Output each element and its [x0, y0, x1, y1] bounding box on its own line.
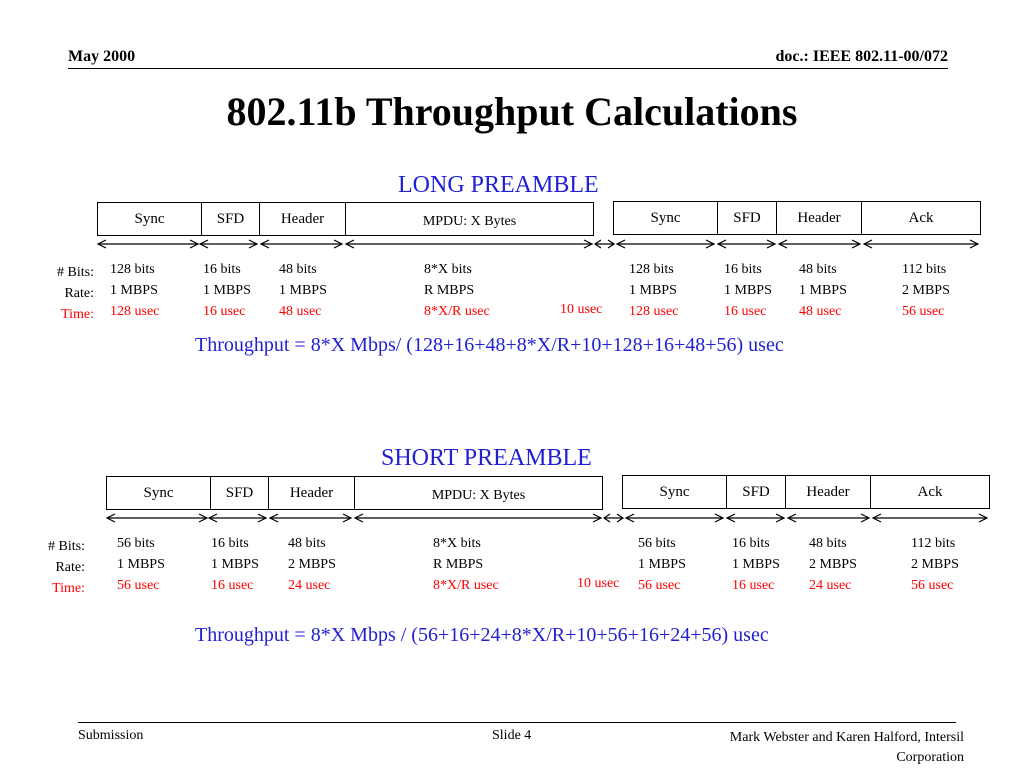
short-col-ack-sfd [732, 533, 780, 596]
frame-field-header: Header [259, 203, 345, 235]
footer-rule [78, 722, 956, 723]
short-row-labels [48, 536, 85, 599]
time-value: 24 usec [288, 578, 331, 593]
frame-field-sync: Sync [659, 484, 690, 500]
rate-label: Rate: [64, 286, 94, 301]
bits-value: 56 bits [117, 536, 155, 551]
bits-value: 16 bits [724, 262, 762, 277]
time-value: 48 usec [799, 304, 842, 319]
bits-value: 48 bits [279, 262, 317, 277]
rate-value: 2 MBPS [288, 557, 336, 572]
time-value: 48 usec [279, 304, 322, 319]
rate-value: 1 MBPS [732, 557, 780, 572]
header-date: May 2000 [68, 48, 136, 65]
short-col-header [288, 533, 336, 596]
bits-value: 8*X bits [424, 262, 472, 277]
time-value: 16 usec [211, 578, 254, 593]
frame-field-header: Header [776, 202, 861, 234]
rate-value: 1 MBPS [629, 283, 677, 298]
header-doc-id: doc.: IEEE 802.11-00/072 [775, 48, 948, 65]
short-col-ack [911, 533, 959, 596]
footer-submission: Submission [78, 728, 144, 743]
page-title: 802.11b Throughput Calculations [226, 89, 798, 134]
footer-authors-line2: Corporation [896, 750, 964, 765]
long-throughput-formula: Throughput = 8*X Mbps/ (128+16+48+8*X/R+10+128+16+48+56) usec [195, 334, 784, 356]
rate-value: 1 MBPS [110, 283, 158, 298]
bits-value: 112 bits [911, 536, 956, 551]
frame-field-sfd: SFD [717, 202, 776, 234]
rate-value: R MBPS [424, 283, 475, 298]
bits-value: 112 bits [902, 262, 947, 277]
time-value: 128 usec [110, 304, 160, 319]
frame-field-mpdu: MPDU: X Bytes [354, 477, 602, 509]
footer-slide-number: Slide 4 [492, 728, 532, 743]
time-value: 24 usec [809, 578, 852, 593]
long-sifs-time: 10 usec [560, 302, 603, 317]
frame-field-sync: Sync [134, 211, 165, 227]
rate-value: 2 MBPS [902, 283, 950, 298]
bits-value: 48 bits [288, 536, 326, 551]
rate-value: 1 MBPS [279, 283, 327, 298]
short-sifs-time: 10 usec [577, 576, 620, 591]
short-col-ack-sync [638, 533, 686, 596]
time-label: Time: [52, 581, 85, 596]
long-preamble-heading: LONG PREAMBLE [398, 172, 599, 198]
time-value: 56 usec [638, 578, 681, 593]
rate-value: 1 MBPS [117, 557, 165, 572]
frame-field-sfd: SFD [726, 476, 785, 508]
short-col-sfd [211, 533, 259, 596]
short-throughput-formula: Throughput = 8*X Mbps / (56+16+24+8*X/R+10+56+16+24+56) usec [195, 624, 769, 646]
time-value: 8*X/R usec [433, 578, 499, 593]
frame-field-ack: Ack [870, 476, 989, 508]
bits-value: 16 bits [732, 536, 770, 551]
bits-value: 16 bits [203, 262, 241, 277]
time-value: 16 usec [732, 578, 775, 593]
rate-value: 1 MBPS [799, 283, 847, 298]
time-label: Time: [61, 307, 94, 322]
frame-field-header: Header [785, 476, 870, 508]
bits-value: 56 bits [638, 536, 676, 551]
rate-label: Rate: [55, 560, 85, 575]
bits-value: 48 bits [799, 262, 837, 277]
frame-field-sfd: SFD [201, 203, 259, 235]
rate-value: 1 MBPS [203, 283, 251, 298]
short-col-mpdu [433, 533, 499, 596]
rate-value: 1 MBPS [638, 557, 686, 572]
bits-value: 128 bits [629, 262, 674, 277]
footer-authors [730, 728, 964, 768]
frame-field-sync: Sync [143, 485, 174, 501]
time-value: 128 usec [629, 304, 679, 319]
frame-field-ack: Ack [861, 202, 980, 234]
footer-authors-line1: Mark Webster and Karen Halford, Intersil [729, 730, 964, 745]
frame-field-sync: Sync [650, 210, 681, 226]
frame-field-header: Header [268, 477, 354, 509]
time-value: 16 usec [724, 304, 767, 319]
bits-value: 128 bits [110, 262, 155, 277]
bits-label: # Bits: [57, 265, 94, 280]
time-value: 56 usec [117, 578, 160, 593]
time-value: 8*X/R usec [424, 304, 490, 319]
time-value: 16 usec [203, 304, 246, 319]
bits-label: # Bits: [48, 539, 85, 554]
time-value: 56 usec [902, 304, 945, 319]
bits-value: 48 bits [809, 536, 847, 551]
short-col-ack-header [809, 533, 857, 596]
frame-field-mpdu: MPDU: X Bytes [345, 203, 593, 235]
rate-value: 2 MBPS [911, 557, 959, 572]
time-value: 56 usec [911, 578, 954, 593]
short-preamble-heading: SHORT PREAMBLE [381, 445, 592, 471]
rate-value: 1 MBPS [211, 557, 259, 572]
bits-value: 16 bits [211, 536, 249, 551]
rate-value: 2 MBPS [809, 557, 857, 572]
short-col-sync [117, 533, 165, 596]
rate-value: R MBPS [433, 557, 484, 572]
frame-field-sfd: SFD [210, 477, 268, 509]
rate-value: 1 MBPS [724, 283, 772, 298]
bits-value: 8*X bits [433, 536, 481, 551]
